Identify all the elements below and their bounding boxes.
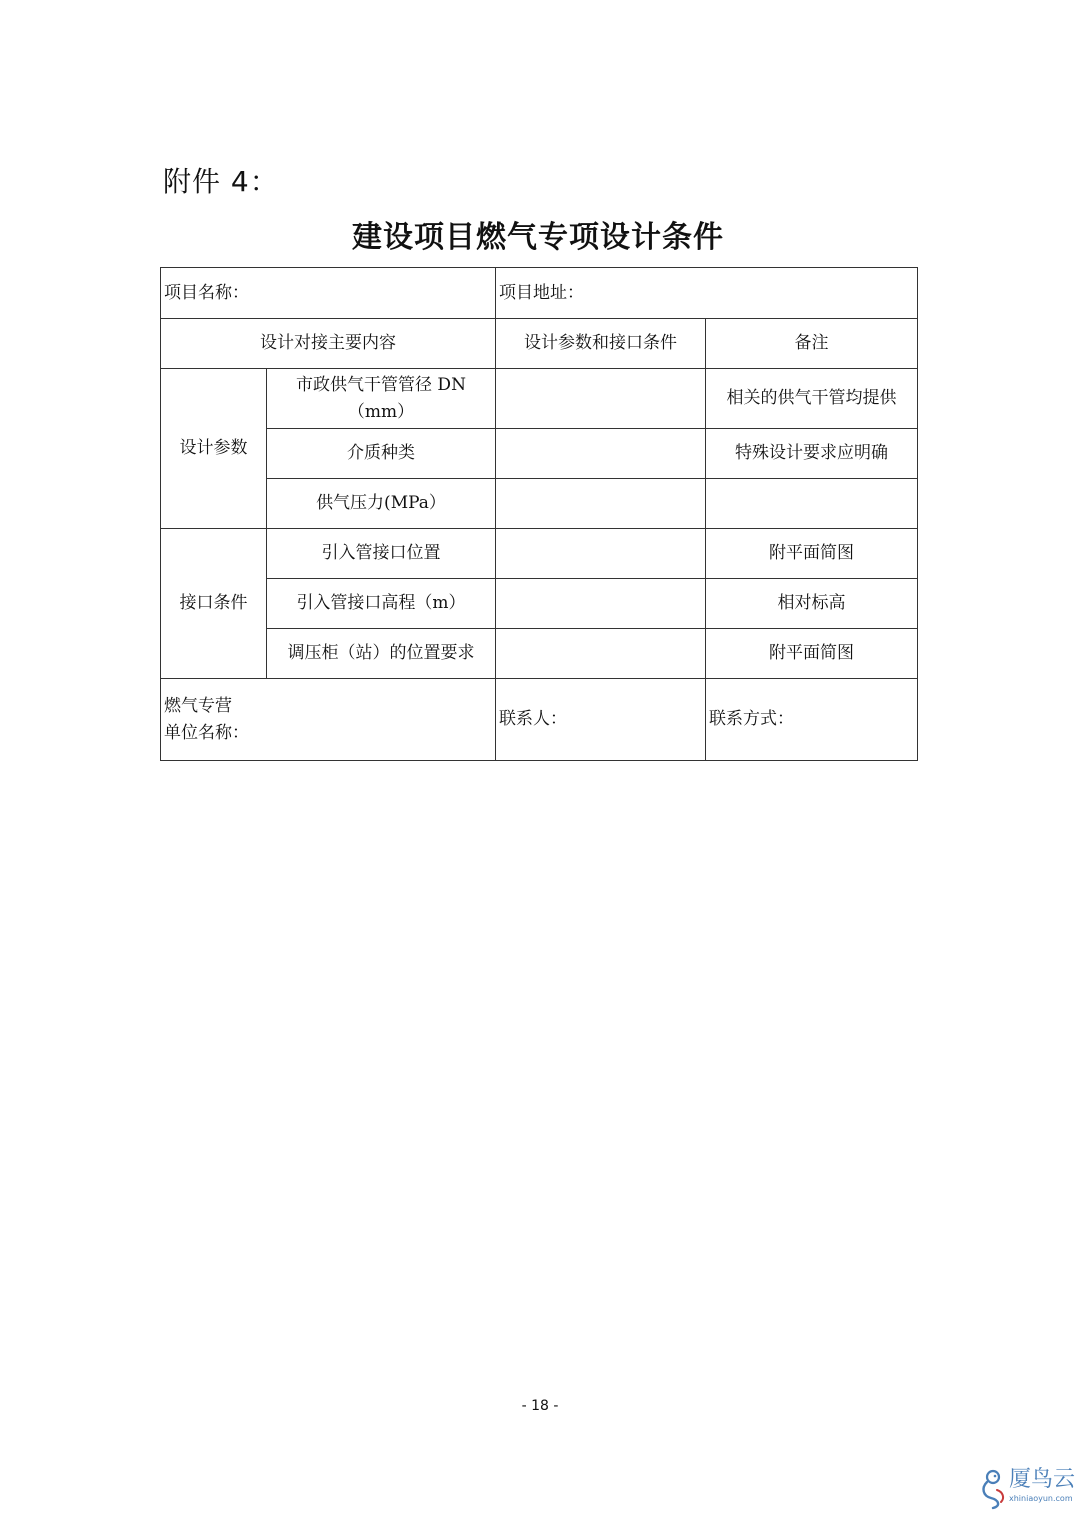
item-regulator-location: 调压柜（站）的位置要求 (267, 629, 496, 679)
remark-pipe-diameter: 相关的供气干管均提供 (706, 369, 918, 429)
watermark-brand: 厦鸟云 (1009, 1467, 1076, 1492)
item-pipe-diameter-line1: 市政供气干管管径 DN (296, 374, 466, 395)
item-supply-pressure: 供气压力(MPa） (267, 479, 496, 529)
remark-inlet-position: 附平面简图 (706, 529, 918, 579)
item-pipe-diameter (267, 369, 496, 429)
gas-unit-label-line2: 单位名称： (164, 722, 249, 743)
page-number: - 18 - (521, 1398, 559, 1414)
item-inlet-elevation: 引入管接口高程（m） (267, 579, 496, 629)
project-address-cell[interactable] (496, 268, 918, 319)
attachment-label: 附件 4： (163, 165, 279, 198)
header-params: 设计参数和接口条件 (496, 319, 706, 369)
interface-row-inlet-elevation (161, 579, 918, 629)
document-title: 建设项目燃气专项设计条件 (352, 220, 724, 255)
interface-row-regulator-location (161, 629, 918, 679)
watermark (975, 1466, 1075, 1514)
footer-row (161, 679, 918, 761)
project-name-label: 项目名称： (164, 282, 249, 303)
design-param-row-medium-type (161, 429, 918, 479)
value-medium-type[interactable] (496, 429, 706, 479)
contact-method-label: 联系方式： (709, 709, 794, 729)
gas-unit-label-line1: 燃气专营 (164, 695, 232, 716)
contact-person-cell[interactable] (496, 679, 706, 761)
bird-logo-icon (977, 1468, 1009, 1510)
remark-medium-type: 特殊设计要求应明确 (706, 429, 918, 479)
project-address-label: 项目地址： (499, 282, 584, 303)
header-content: 设计对接主要内容 (161, 319, 496, 369)
header-row (161, 319, 918, 369)
header-remarks: 备注 (706, 319, 918, 369)
item-inlet-position: 引入管接口位置 (267, 529, 496, 579)
value-pipe-diameter[interactable] (496, 369, 706, 429)
design-param-row-pipe-diameter (161, 369, 918, 429)
remark-supply-pressure (706, 479, 918, 529)
item-medium-type: 介质种类 (267, 429, 496, 479)
gas-unit-name-cell[interactable] (161, 679, 496, 761)
item-pipe-diameter-line2: （mm） (347, 401, 415, 422)
contact-method-cell[interactable] (706, 679, 918, 761)
contact-person-label: 联系人： (499, 709, 567, 729)
design-params-group-label: 设计参数 (161, 369, 267, 529)
remark-inlet-elevation: 相对标高 (706, 579, 918, 629)
remark-regulator-location: 附平面简图 (706, 629, 918, 679)
value-inlet-elevation[interactable] (496, 579, 706, 629)
watermark-site: xhiniaoyun.com (1009, 1494, 1073, 1503)
interface-group-label: 接口条件 (161, 529, 267, 679)
value-inlet-position[interactable] (496, 529, 706, 579)
project-info-row (161, 268, 918, 319)
project-name-cell[interactable] (161, 268, 496, 319)
gas-design-conditions-table (160, 267, 918, 761)
design-param-row-supply-pressure (161, 479, 918, 529)
value-supply-pressure[interactable] (496, 479, 706, 529)
value-regulator-location[interactable] (496, 629, 706, 679)
interface-row-inlet-position (161, 529, 918, 579)
